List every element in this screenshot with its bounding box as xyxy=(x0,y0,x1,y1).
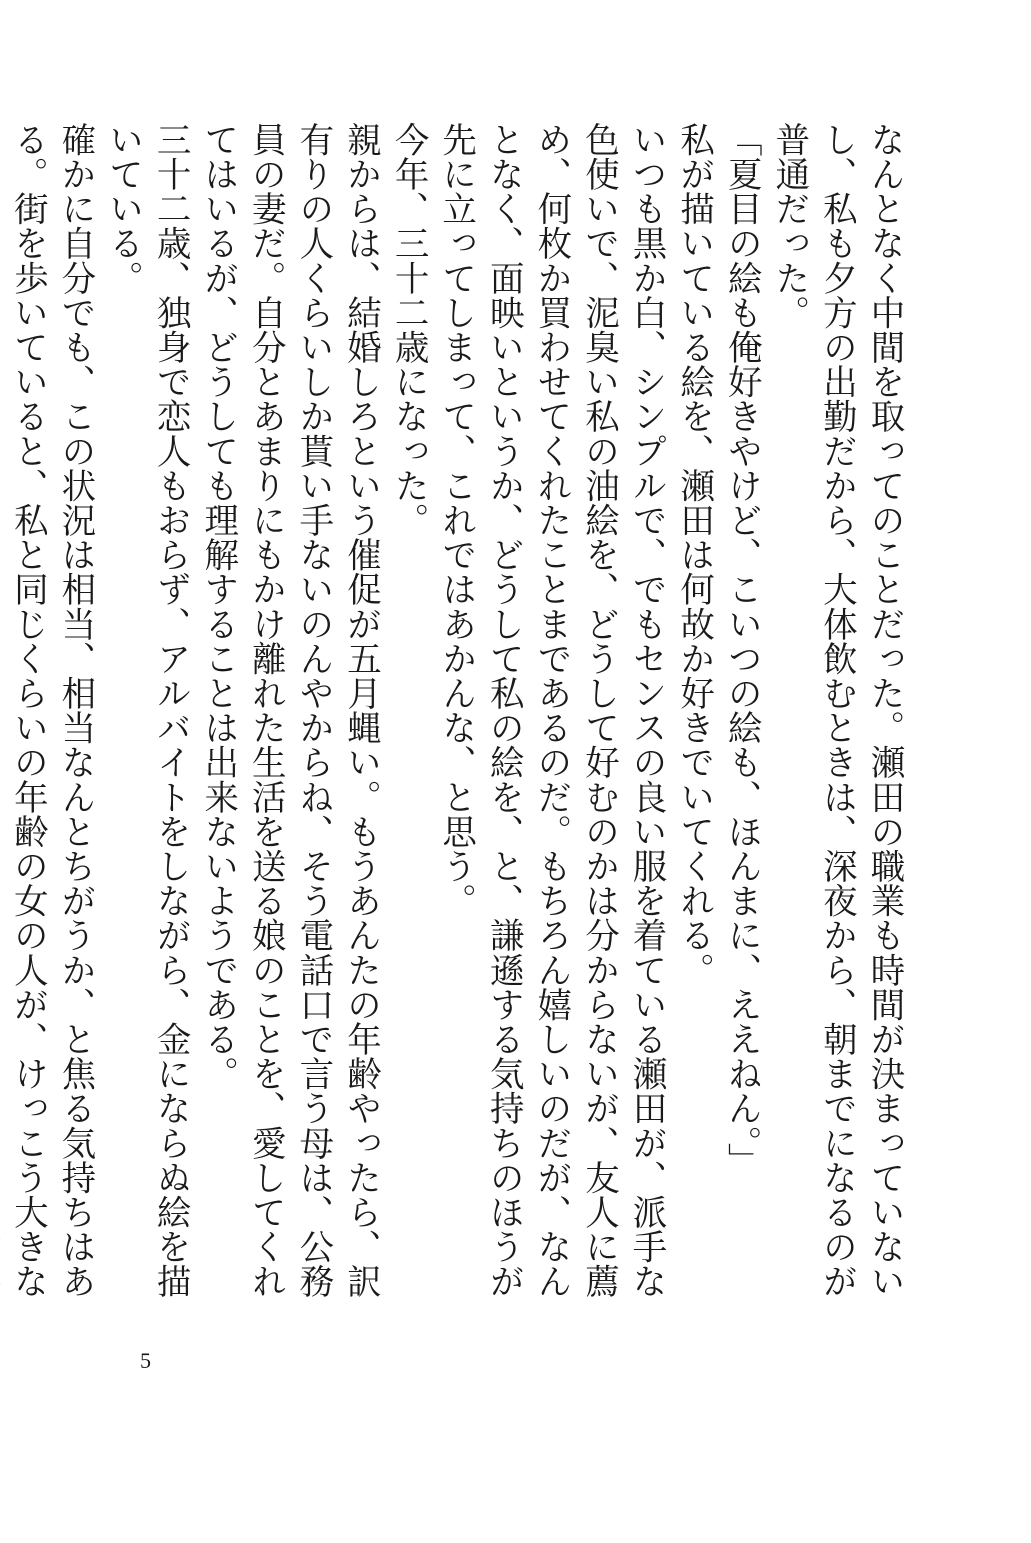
paragraph-7: 三十二歳、独身で恋人もおらず、アルバイトをしながら、金にならぬ絵を描いている。 xyxy=(102,122,191,1299)
paragraph-1: なんとなく中間を取ってのことだった。瀬田の職業も時間が決まっていないし、私も夕方の出勤だから、大体飲むときは、深夜から、朝までになるのが普通だった。 xyxy=(768,122,904,1299)
paragraph-5: 今年、三十二歳になった。 xyxy=(388,122,429,538)
paragraph-6: 親からは、結婚しろという催促が五月蝿い。もうあんたの年齢やったら、訳有りの人くらいしか貰い手ないのんやからね、そう電話口で言う母は、公務員の妻だ。自分とあまりにもかけ離れた生活を送る娘のことを、愛してくれてはいるが、どうしても理解することは出来ないようである。 xyxy=(197,122,381,1299)
page-number: 5 xyxy=(140,1348,151,1373)
paragraph-8: 確かに自分でも、この状況は相当、相当なんとちがうか、と焦る気持ちはある。街を歩いていると、私と同じくらいの年齢の女の人が、けっこう大きな xyxy=(7,122,95,1299)
paragraph-4: いつも黒か白、シンプルで、でもセンスの良い服を着ている瀬田が、派手な色使いで、泥臭い私の油絵を、どうして好むのかは分からないが、友人に薦め、何枚か買わせてくれたことまであるのだ。もちろん嬉しいのだが、なんとなく、面映いというか、どうして私の絵を、と、謙遜する気持ちのほうが先に立ってしまって、これではあかんな、と思う。 xyxy=(435,122,667,1299)
paragraph-2: 「夏目の絵も俺好きやけど、こいつの絵も、ほんまに、ええねん。」 xyxy=(721,122,762,1178)
vertical-text-body xyxy=(7,122,907,1322)
paragraph-3: 私が描いている絵を、瀬田は何故か好きでいてくれる。 xyxy=(673,122,714,987)
